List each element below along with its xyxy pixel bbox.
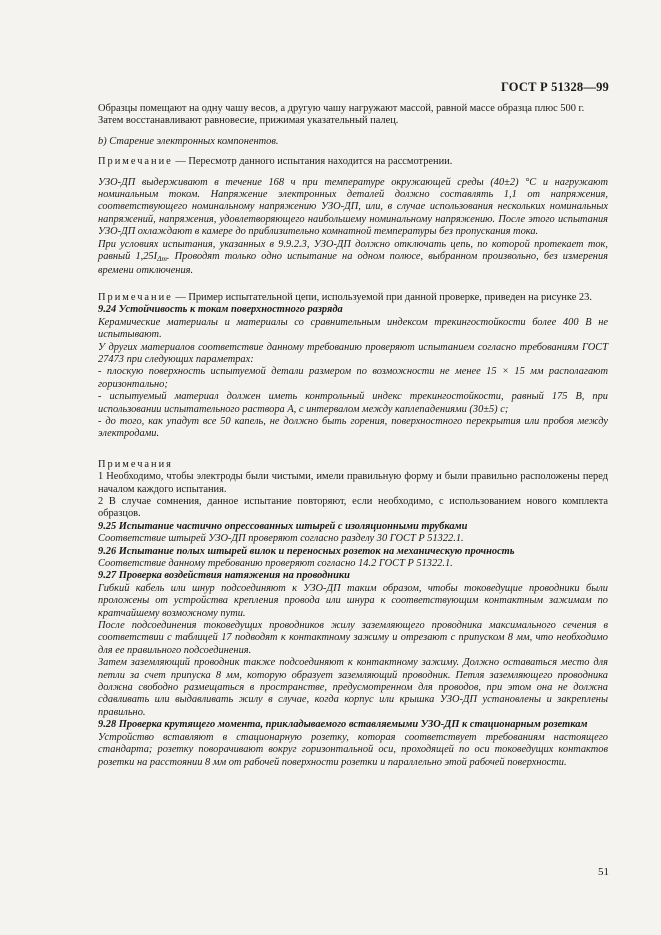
section-heading-9-24: 9.24 Устойчивость к токам поверхностного разряда [98,304,343,316]
text-run: При условиях испытания, указанных в 9.9.2.3, УЗО-ДП должно отключать цепь, по которой протекает ток, равный 1,25I [98,238,608,263]
page-number: 51 [598,866,609,878]
section-heading-9-27: 9.27 Проверка воздействия натяжения на проводники [98,570,350,582]
note-item: 1 Необходимо, чтобы электроды были чистыми, имели правильную форму и были правильно расположены перед началом каждого испытания. [98,471,608,495]
paragraph: У других материалов соответствие данному требованию проверяют испытанием согласно требованиям ГОСТ 27473 при следующих параметрах: [98,341,608,365]
list-item: - до того, как упадут все 50 капель, не должно быть горения, поверхностного перекрытия или пробоя между электродами. [98,415,608,440]
document-body [98,103,608,769]
paragraph: Образцы помещают на одну чашу весов, а другую чашу нагружают массой, равной массе образца плюс 500 г. [98,103,585,114]
subscript: Δm [157,254,167,264]
list-item-b: b) Старение электронных компонентов. [98,135,279,147]
paragraph: УЗО-ДП выдерживают в течение 168 ч при температуре окружающей среды (40±2) °С и нагружают номинальным током. Напряжение электронных деталей должно составлять 1,1 от напряжения, соответствующего номинальному напряжению УЗО-ДП, или, в случае использования нескольких номинальных напряжений, напряжения, удовлетворяющего наибольшему номинальному напряжению. После этого испытания УЗО-ДП охлаждают в камере до приблизительно комнатной температуры без пропускания тока. [98,176,608,238]
note-label: Примечание [98,156,173,168]
note-text: — Пример испытательной цепи, используемой при данной проверке, приведен на рисунке 23. [172,291,592,303]
list-item: - плоскую поверхность испытуемой детали размером по возможности не менее 15 × 15 мм располагают горизонтально; [98,366,608,390]
paragraph: Керамические материалы и материалы со сравнительным индексом трекингостойкости более 400 В не испытывают. [98,316,608,341]
list-item: - испытуемый материал должен иметь контрольный индекс трекингостойкости, равный 175 В, при использовании испытательного раствора А, с интервалом между каплепадениями (30±5) с; [98,391,608,415]
paragraph [98,239,608,278]
note [98,292,608,304]
paragraph: Гибкий кабель или шнур подсоединяют к УЗО-ДП таким образом, чтобы токоведущие проводники были проложены от устройства крепления провода или шнура к соответствующим контактным зажимам по кратчайшему возможному пути. [98,582,608,619]
section-heading-9-26: 9.26 Испытание полых штырей вилок и переносных розеток на механическую прочность [98,545,515,557]
paragraph: Затем заземляющий проводник также подсоединяют к контактному зажиму. Должно оставаться место для петли за счет припуска 8 мм, которую образует заземляющий проводник. Петля заземляющего проводника должна свободно размещаться в пространстве, предусмотренном для проводов, при этом она не должна сдавливать или выдавливать жилу в случае, когда корпус или крышка УЗО-ДП установлены и закреплены правильно. [98,657,608,718]
note-item: 2 В случае сомнения, данное испытание повторяют, если необходимо, с использованием нового комплекта образцов. [98,495,608,520]
paragraph: После подсоединения токоведущих проводников жилу заземляющего проводника максимального сечения в соответствии с таблицей 17 подводят к контактному зажиму и отрезают с припуском 8 мм, что необходимо для ее правильного подсоединения. [98,620,608,656]
section-heading-9-25: 9.25 Испытание частично опрессованных штырей с изоляционными трубками [98,520,468,532]
section-heading-9-28: 9.28 Проверка крутящего момента, прикладываемого вставляемыми УЗО-ДП к стационарным розеткам [98,719,588,731]
text-run: . Проводят только одно испытание на одном полюсе, выбранном произвольно, без измерения времени отключения. [98,251,608,277]
standard-header: ГОСТ Р 51328—99 [500,80,609,94]
paragraph: Устройство вставляют в стационарную розетку, которая соответствует требованиям настоящего стандарта; розетку поворачивают вокруг горизонтальной оси, проходящей по оси токоведущих контактов розетки на расстоянии 8 мм от рабочей поверхности розетки и параллельно этой рабочей поверхности. [98,731,608,768]
paragraph: Соответствие данному требованию проверяют согласно 14.2 ГОСТ Р 51322.1. [98,558,453,569]
notes-label: Примечания [98,458,173,470]
paragraph: Затем восстанавливают равновесие, прижимая указательный палец. [98,115,399,127]
note-label: Примечание [98,291,173,303]
note [98,156,608,168]
paragraph: Соответствие штырей УЗО-ДП проверяют согласно разделу 30 ГОСТ Р 51322.1. [98,533,464,545]
note-text: — Пересмотр данного испытания находится на рассмотрении. [172,156,453,168]
